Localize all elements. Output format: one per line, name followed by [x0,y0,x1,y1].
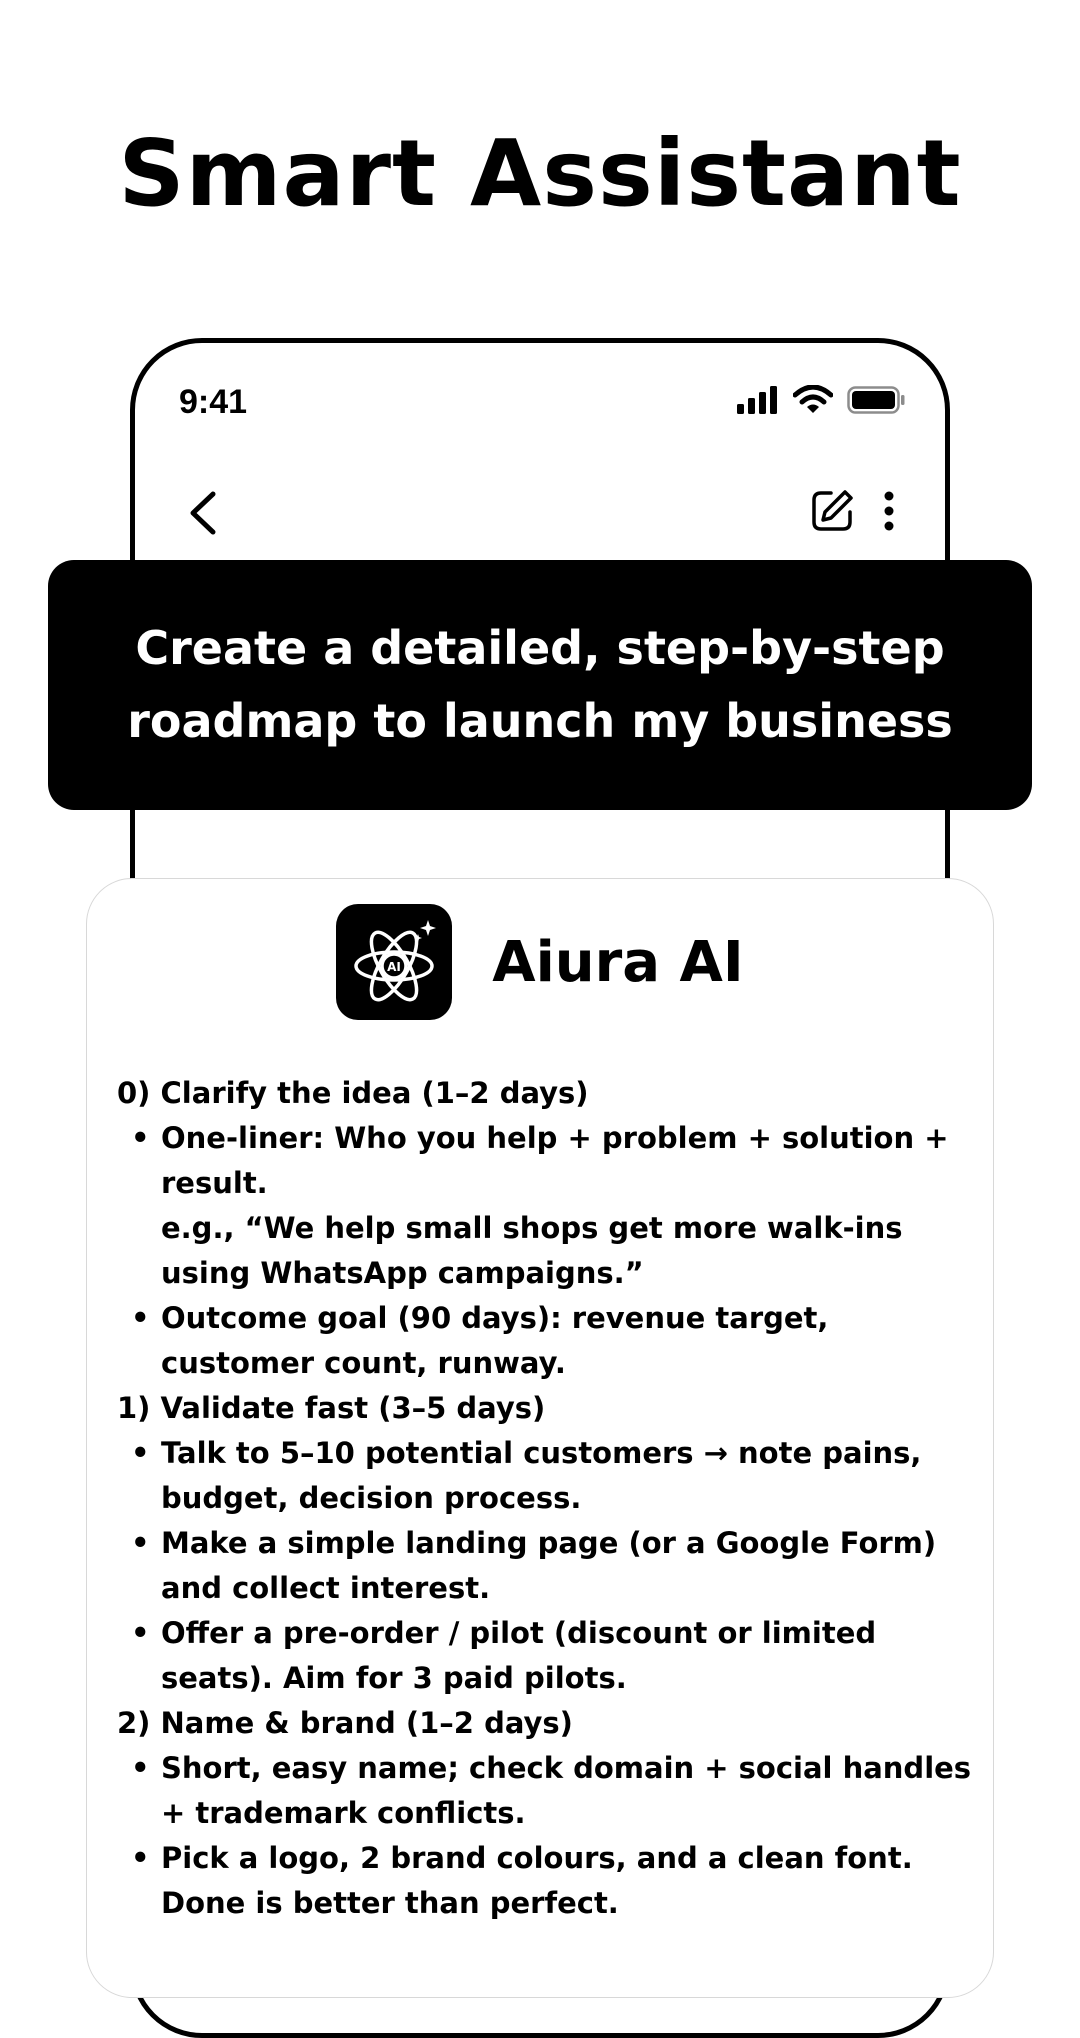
assistant-name: Aiura AI [492,929,744,995]
list-item: • Make a simple landing page (or a Google Form) and collect interest. [117,1521,973,1611]
list-item: • Short, easy name; check domain + social handles + trademark conflicts. [117,1746,973,1836]
section-title: 1) Validate fast (3–5 days) [117,1391,546,1425]
prompt-text [127,612,953,758]
prompt-banner [48,560,1032,810]
nav-actions [809,488,895,534]
status-time: 9:41 [179,383,248,421]
chevron-left-icon[interactable] [183,488,223,538]
wifi-icon [793,385,833,415]
response-card [86,878,994,1998]
signal-icon [737,386,779,414]
list-item: • Talk to 5–10 potential customers → note pains, budget, decision process. [117,1431,973,1521]
list-item [117,1116,973,1296]
more-vertical-icon[interactable] [883,491,895,531]
svg-text:AI: AI [387,960,402,974]
section [117,1386,973,1701]
list-item-example: e.g., “We help small shops get more walk-ins using WhatsApp campaigns.” [161,1211,903,1290]
battery-icon [847,386,905,414]
section [117,1701,973,1926]
list-item: • Offer a pre-order / pilot (discount or limited seats). Aim for 3 paid pilots. [117,1611,973,1701]
ai-atom-icon [336,904,452,1020]
list-item-text: One-liner: Who you help + problem + solution + result. [161,1121,949,1200]
headline: Smart Assistant [118,120,962,227]
prompt-line-1: Create a detailed, step-by-step [135,621,945,675]
edit-icon[interactable] [809,488,855,534]
list-item: • Pick a logo, 2 brand colours, and a clean font. Done is better than perfect. [117,1836,973,1926]
list-item: • Outcome goal (90 days): revenue target, customer count, runway. [117,1296,973,1386]
prompt-line-2: roadmap to launch my business [127,694,953,748]
section-title: 2) Name & brand (1–2 days) [117,1706,573,1740]
status-icons [737,385,905,415]
section-title: 0) Clarify the idea (1–2 days) [117,1076,589,1110]
response-content [117,1071,973,1926]
assistant-header [87,904,993,1020]
section [117,1071,973,1386]
